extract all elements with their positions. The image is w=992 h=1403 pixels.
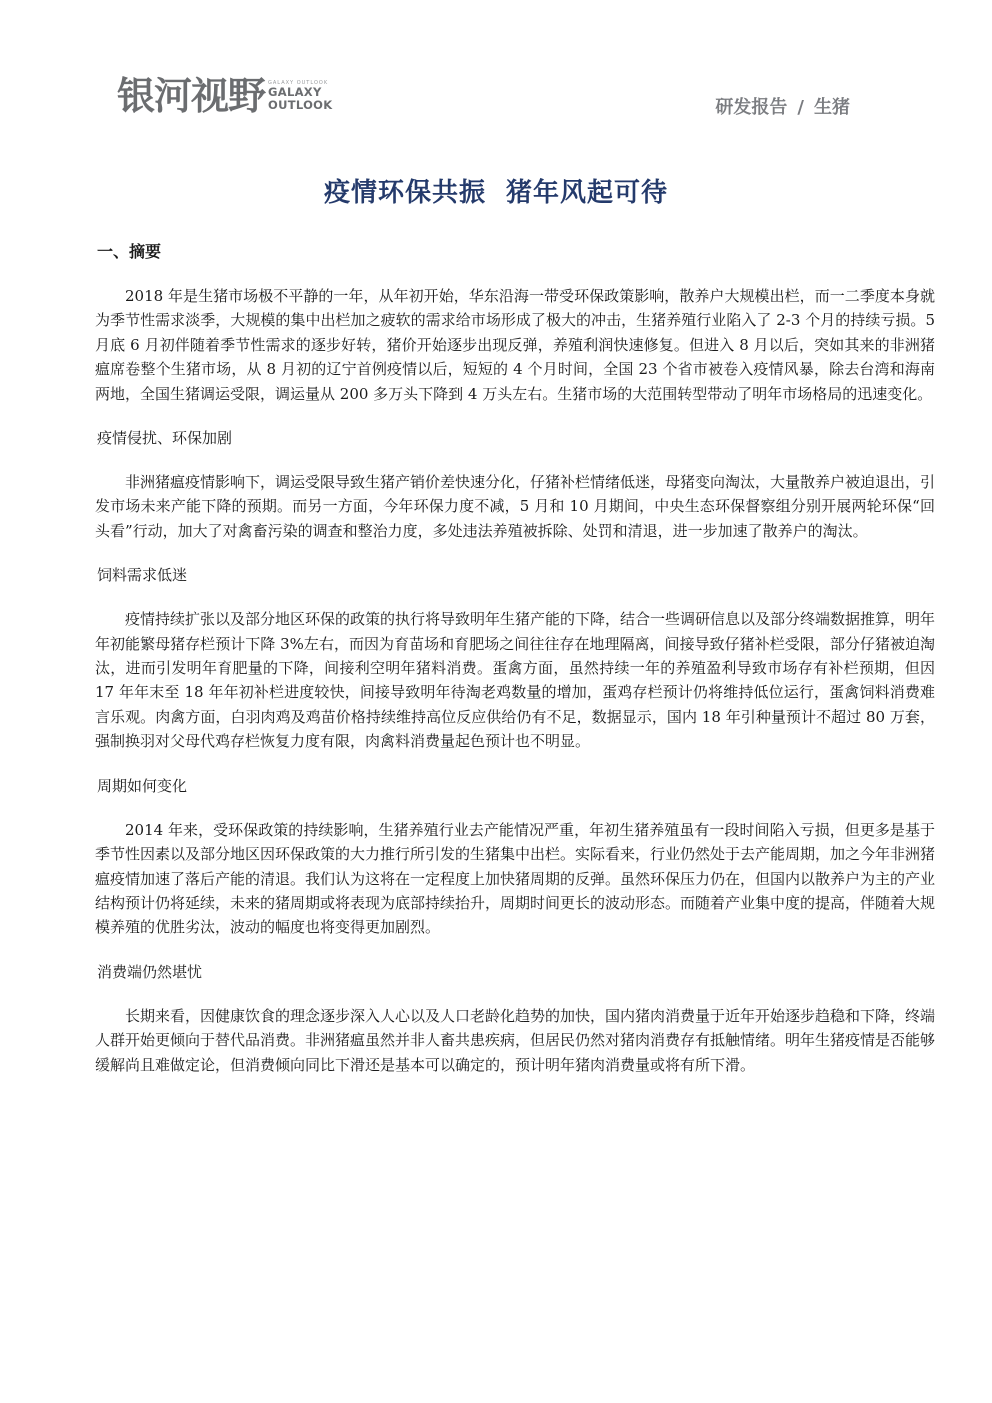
- report-category: 研发报告: [715, 97, 788, 118]
- paragraph-consumption: 长期来看，因健康饮食的理念逐步深入人心以及人口老龄化趋势的加快，国内猪肉消费量于近年开始逐步趋稳和下降，终端人群开始更倾向于替代品消费。非洲猪瘟虽然并非人畜共患疾病，但居民仍然对猪肉消费存有抵触情绪。明年生猪疫情是否能够缓解尚且难做定论，但消费倾向同比下滑还是基本可以确定的，预计明年猪肉消费量或将有所下滑。: [95, 1006, 936, 1074]
- galaxy-outlook-logo: [117, 74, 332, 118]
- paragraph-overview: 2018 年是生猪市场极不平静的一年，从年初开始，华东沿海一带受环保政策影响，散养户大规模出栏，而一二季度本身就为季节性需求淡季，大规模的集中出栏加之疲软的需求给市场形成了极大的冲击，生猪养殖行业陷入了 2-3 个月的持续亏损。5 月底 6 月初伴随着季节性需求的逐步好转，猪价开始逐步出现反弹，养殖利润快速修复。但进入 8 月以后，突如其来的非洲猪瘟席卷整个生猪市场，从 8 月初的辽宁首例疫情以后，短短的 4 个月时间，全国 23 个省市被卷入疫情风暴，除去台湾和海南两地，全国生猪调运受限，调运量从 200 多万头下降到 4 万头左右。生猪市场的大范围转型带动了明年市场格局的迅速变化。: [95, 287, 935, 403]
- logo-english-line2: OUTLOOK: [268, 98, 333, 112]
- abstract-heading: 一、摘要: [97, 242, 162, 261]
- subheading-cycle-change: 周期如何变化: [97, 776, 188, 795]
- paragraph-epidemic-environment: 非洲猪瘟疫情影响下，调运受限导致生猪产销价差快速分化，仔猪补栏情绪低迷，母猪变向淘汰，大量散养户被迫退出，引发市场未来产能下降的预期。而另一方面，今年环保力度不减，5 月和 10 月期间，中央生态环保督察组分别开展两轮环保“回头看”行动，加大了对禽畜污染的调查和整治力度，多处违法养殖被拆除、处罚和清退，进一步加速了散养户的淘汰。: [95, 473, 936, 540]
- report-type-separator: /: [797, 97, 804, 118]
- document-title: 疫情环保共振 猪年风起可待: [323, 178, 669, 208]
- report-subject: 生猪: [814, 97, 850, 118]
- subheading-feed-demand: 饲料需求低迷: [97, 566, 188, 585]
- logo-english-text: [268, 80, 332, 112]
- paragraph-feed-demand: 疫情持续扩张以及部分地区环保的政策的执行将导致明年生猪产能的下降，结合一些调研信息以及部分终端数据推算，明年年初能繁母猪存栏预计下降 3%左右，而因为育苗场和育肥场之间往往存在地理隔离，间接导致仔猪补栏受限，部分仔猪被迫淘汰，进而引发明年育肥量的下降，间接利空明年猪料消费。蛋禽方面，虽然持续一年的养殖盈利导致市场存有补栏预期，但因 17 年年末至 18 年年初补栏进度较快，间接导致明年待淘老鸡数量的增加，蛋鸡存栏预计仍将维持低位运行，蛋禽饲料消费难言乐观。肉禽方面，白羽肉鸡及鸡苗价格持续维持高位反应供给仍有不足，数据显示，国内 18 年引种量预计不超过 80 万套，强制换羽对父母代鸡存栏恢复力度有限，肉禽料消费量起色预计也不明显。: [95, 610, 936, 751]
- logo-english-line1: GALAXY: [268, 85, 322, 99]
- report-type-label: [715, 96, 850, 120]
- paragraph-cycle-change: 2014 年来，受环保政策的持续影响，生猪养殖行业去产能情况严重，年初生猪养殖虽有一段时间陷入亏损，但更多是基于季节性因素以及部分地区因环保政策的大力推行所引发的生猪集中出栏。实际看来，行业仍然处于去产能周期，加之今年非洲猪瘟疫情加速了落后产能的清退。我们认为这将在一定程度上加快猪周期的反弹。虽然环保压力仍在，但国内以散养户为主的产业结构预计仍将延续，未来的猪周期或将表现为底部持续抬升，周期时间更长的波动形态。而随着产业集中度的提高，伴随着大规模养殖的优胜劣汰，波动的幅度也将变得更加剧烈。: [95, 820, 936, 937]
- logo-english-tiny: GALAXY OUTLOOK: [268, 80, 329, 86]
- subheading-epidemic-environment: 疫情侵扰、环保加剧: [97, 429, 233, 448]
- page-header: [0, 0, 992, 140]
- document-body: [97, 240, 935, 1097]
- subheading-consumption: 消费端仍然堪忧: [97, 962, 203, 981]
- logo-chinese-text: 银河视野: [117, 74, 266, 118]
